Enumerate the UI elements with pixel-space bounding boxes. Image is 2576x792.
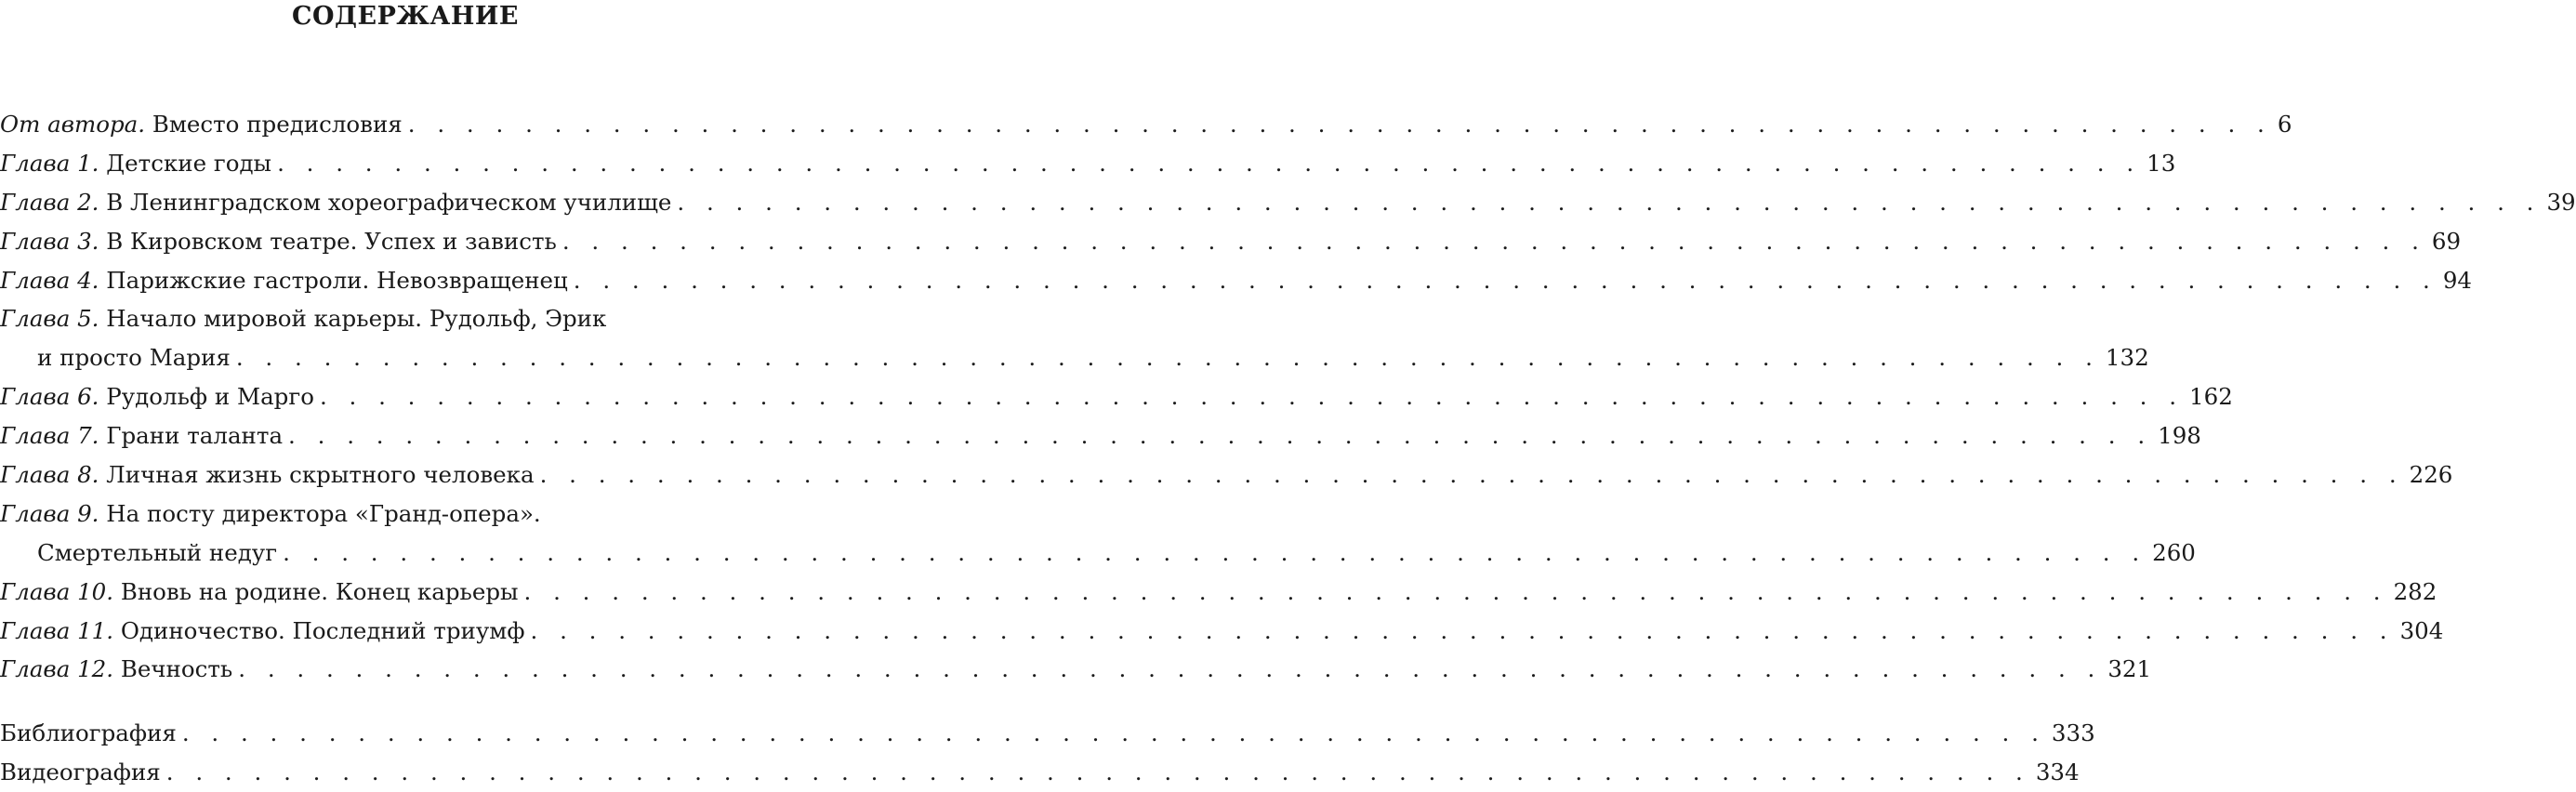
toc-entry-label: Глава 3. (0, 227, 99, 255)
toc-entry-text: Личная жизнь скрытного человека (106, 461, 535, 489)
dot-leader: . . . . . . . . . . . . . . . . . . . . . . . . . . . . . . . . . . . . . . . . . . . . . . . . . . . . . . . . . . . . . . . . (181, 719, 2046, 747)
dot-leader: . . . . . . . . . . . . . . . . . . . . . . . . . . . . . . . . . . . . . . . . . . . . . . . . . . . . . . . . . . . . . . . . (561, 227, 2426, 255)
toc-entry-text: Грани таланта (106, 422, 284, 450)
toc-entry[interactable] (0, 222, 2462, 261)
toc-entry-page: 94 (2442, 266, 2473, 294)
toc-entry-label: Глава 11. (0, 616, 114, 644)
dot-leader: . . . . . . . . . . . . . . . . . . . . . . . . . . . . . . . . . . . . . . . . . . . . . . . . . . . . . . . . . . . . . . . . (277, 149, 2142, 177)
toc-entry[interactable] (0, 144, 2176, 183)
toc-entry[interactable] (0, 573, 2437, 612)
toc-entry-text: На посту директора «Гранд-опера». (106, 499, 541, 527)
toc-entry-label: Глава 10. (0, 577, 114, 605)
toc-entry-text: Рудольф и Марго (106, 383, 314, 411)
toc-entry-text: Начало мировой карьеры. Рудольф, Эрик (106, 305, 607, 333)
toc-appendix-entry[interactable] (0, 753, 2080, 792)
toc-entry-page: 132 (2105, 344, 2149, 372)
toc-entry-page: 226 (2409, 461, 2453, 489)
dot-leader: . . . . . . . . . . . . . . . . . . . . . . . . . . . . . . . . . . . . . . . . . . . . . . . . . . . . . . . . . . . . . . . . (573, 266, 2437, 294)
toc-entry-page: 39 (2546, 188, 2576, 216)
toc-entry-page: 162 (2189, 383, 2233, 411)
toc-entry-label: Глава 4. (0, 266, 99, 294)
dot-leader: . . . . . . . . . . . . . . . . . . . . . . . . . . . . . . . . . . . . . . . . . . . . . . . . . . . . . . . . . . . . . . . . (539, 461, 2404, 489)
dot-leader: . . . . . . . . . . . . . . . . . . . . . . . . . . . . . . . . . . . . . . . . . . . . . . . . . . . . . . . . . . . . . . . . (407, 111, 2272, 138)
toc-entry[interactable] (0, 495, 2196, 573)
toc-entry-page: 282 (2393, 577, 2437, 605)
toc-entry-page: 321 (2107, 655, 2152, 683)
toc-entry-label: Глава 2. (0, 188, 99, 216)
toc-entry-text: Одиночество. Последний триумф (120, 616, 525, 644)
toc-entry-label: Глава 7. (0, 422, 99, 450)
toc-entry-text: Детские годы (106, 149, 272, 177)
dot-leader: . . . . . . . . . . . . . . . . . . . . . . . . . . . . . . . . . . . . . . . . . . . . . . . . . . . . . . . . . . . . . . . . (319, 383, 2185, 411)
toc-entry-text: Вновь на родине. Конец карьеры (120, 577, 519, 605)
toc-entry-page: 333 (2051, 719, 2095, 747)
toc-entry-label: Глава 1. (0, 149, 99, 177)
toc-entry-label: Глава 5. (0, 305, 99, 333)
dot-leader: . . . . . . . . . . . . . . . . . . . . . . . . . . . . . . . . . . . . . . . . . . . . . . . . . . . . . . . . . . . . . . . . (238, 655, 2103, 683)
dot-leader: . . . . . . . . . . . . . . . . . . . . . . . . . . . . . . . . . . . . . . . . . . . . . . . . . . . . . . . . . . . . . . . . (283, 538, 2147, 566)
toc-entry[interactable] (0, 377, 2233, 416)
dot-leader: . . . . . . . . . . . . . . . . . . . . . . . . . . . . . . . . . . . . . . . . . . . . . . . . . . . . . . . . . . . . . . . . (677, 188, 2542, 216)
toc-entry[interactable] (0, 105, 2292, 144)
toc-appendix-entry[interactable] (0, 714, 2095, 753)
dot-leader: . . . . . . . . . . . . . . . . . . . . . . . . . . . . . . . . . . . . . . . . . . . . . . . . . . . . . . . . . . . . . . . . (530, 616, 2395, 644)
toc-entry-continuation: Смертельный недуг (37, 538, 278, 566)
toc-entry-text: Вечность (120, 655, 233, 683)
toc-entry-label: От автора. (0, 111, 146, 138)
toc-entry-page: 13 (2147, 149, 2176, 177)
toc-entry-text: Библиография (0, 719, 177, 747)
toc-entry[interactable] (0, 612, 2444, 651)
toc-entry-continuation: и просто Мария (37, 344, 231, 372)
dot-leader: . . . . . . . . . . . . . . . . . . . . . . . . . . . . . . . . . . . . . . . . . . . . . . . . . . . . . . . . . . . . . . . . (288, 422, 2153, 450)
toc-entry[interactable] (0, 183, 2576, 222)
toc-entry-text: Вместо предисловия (152, 111, 403, 138)
toc-entry[interactable] (0, 416, 2201, 455)
toc-entry-page: 6 (2277, 111, 2292, 138)
toc-entry-text: В Кировском театре. Успех и зависть (106, 227, 557, 255)
page-title: СОДЕРЖАНИЕ (292, 2, 519, 31)
toc-entry-label: Глава 8. (0, 461, 99, 489)
toc-entry-text: Видеография (0, 759, 161, 786)
section-gap (0, 689, 811, 714)
toc-entry-label: Глава 12. (0, 655, 114, 683)
toc-entry-text: В Ленинградском хореографическом училище (106, 188, 672, 216)
toc-entry[interactable] (0, 261, 2473, 300)
toc-entry[interactable] (0, 650, 2152, 689)
toc-entry-page: 69 (2431, 227, 2462, 255)
toc-entry-label: Глава 6. (0, 383, 99, 411)
dot-leader: . . . . . . . . . . . . . . . . . . . . . . . . . . . . . . . . . . . . . . . . . . . . . . . . . . . . . . . . . . . . . . . . (235, 344, 2100, 372)
toc-entry-label: Глава 9. (0, 499, 99, 527)
toc-entry-page: 198 (2158, 422, 2201, 450)
toc-entry-text: Парижские гастроли. Невозвращенец (106, 266, 568, 294)
toc-entry-page: 334 (2035, 759, 2080, 786)
dot-leader: . . . . . . . . . . . . . . . . . . . . . . . . . . . . . . . . . . . . . . . . . . . . . . . . . . . . . . . . . . . . . . . . (165, 759, 2030, 786)
toc-entry-page: 304 (2399, 616, 2444, 644)
table-of-contents (0, 105, 2576, 792)
dot-leader: . . . . . . . . . . . . . . . . . . . . . . . . . . . . . . . . . . . . . . . . . . . . . . . . . . . . . . . . . . . . . . . . (523, 577, 2388, 605)
toc-entry[interactable] (0, 455, 2453, 495)
toc-entry-page: 260 (2152, 538, 2196, 566)
toc-entry[interactable] (0, 299, 2149, 377)
